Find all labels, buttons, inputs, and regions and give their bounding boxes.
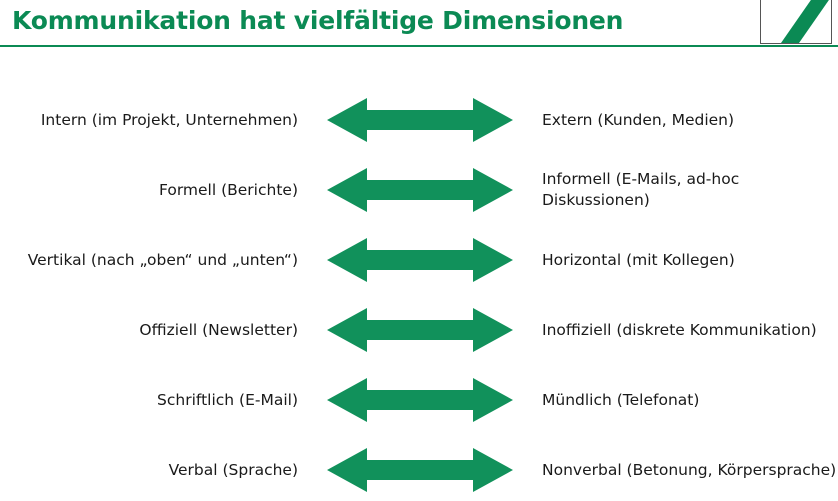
- slide-header: [0, 0, 838, 47]
- green-diagonal-logo: [760, 0, 832, 44]
- dimension-row: [0, 369, 838, 431]
- double-headed-arrow-icon: [310, 376, 530, 424]
- double-headed-arrow-icon: [310, 446, 530, 494]
- dimensions-diagram: [0, 47, 838, 501]
- double-headed-arrow-icon: [310, 236, 530, 284]
- dimension-right-label: Horizontal (mit Kollegen): [542, 250, 735, 269]
- dimension-left-label: Verbal (Sprache): [168, 460, 298, 479]
- dimension-right-label: Nonverbal (Betonung, Körpersprache): [542, 460, 837, 479]
- dimension-right-label: Informell (E-Mails, ad-hoc Diskussionen): [542, 170, 740, 209]
- dimension-left-label: Offiziell (Newsletter): [139, 320, 298, 339]
- dimension-right-label: Mündlich (Telefonat): [542, 390, 700, 409]
- dimension-row: [0, 299, 838, 361]
- double-headed-arrow-icon: [310, 306, 530, 354]
- double-headed-arrow-icon: [310, 96, 530, 144]
- dimension-left-label: Formell (Berichte): [158, 180, 298, 199]
- dimension-row: [0, 89, 838, 151]
- dimension-row: [0, 229, 838, 291]
- double-headed-arrow-icon: [310, 166, 530, 214]
- dimension-left-label: Intern (im Projekt, Unternehmen): [40, 110, 298, 129]
- dimension-row: [0, 159, 838, 221]
- dimension-right-label: Extern (Kunden, Medien): [542, 110, 735, 129]
- dimension-left-label: Schriftlich (E-Mail): [157, 390, 298, 409]
- page-title: Kommunikation hat vielfältige Dimensionen: [12, 6, 624, 35]
- dimension-row: [0, 439, 838, 501]
- dimension-right-label: Inoffiziell (diskrete Kommunikation): [542, 320, 817, 339]
- dimension-left-label: Vertikal (nach „oben“ und „unten“): [27, 250, 298, 269]
